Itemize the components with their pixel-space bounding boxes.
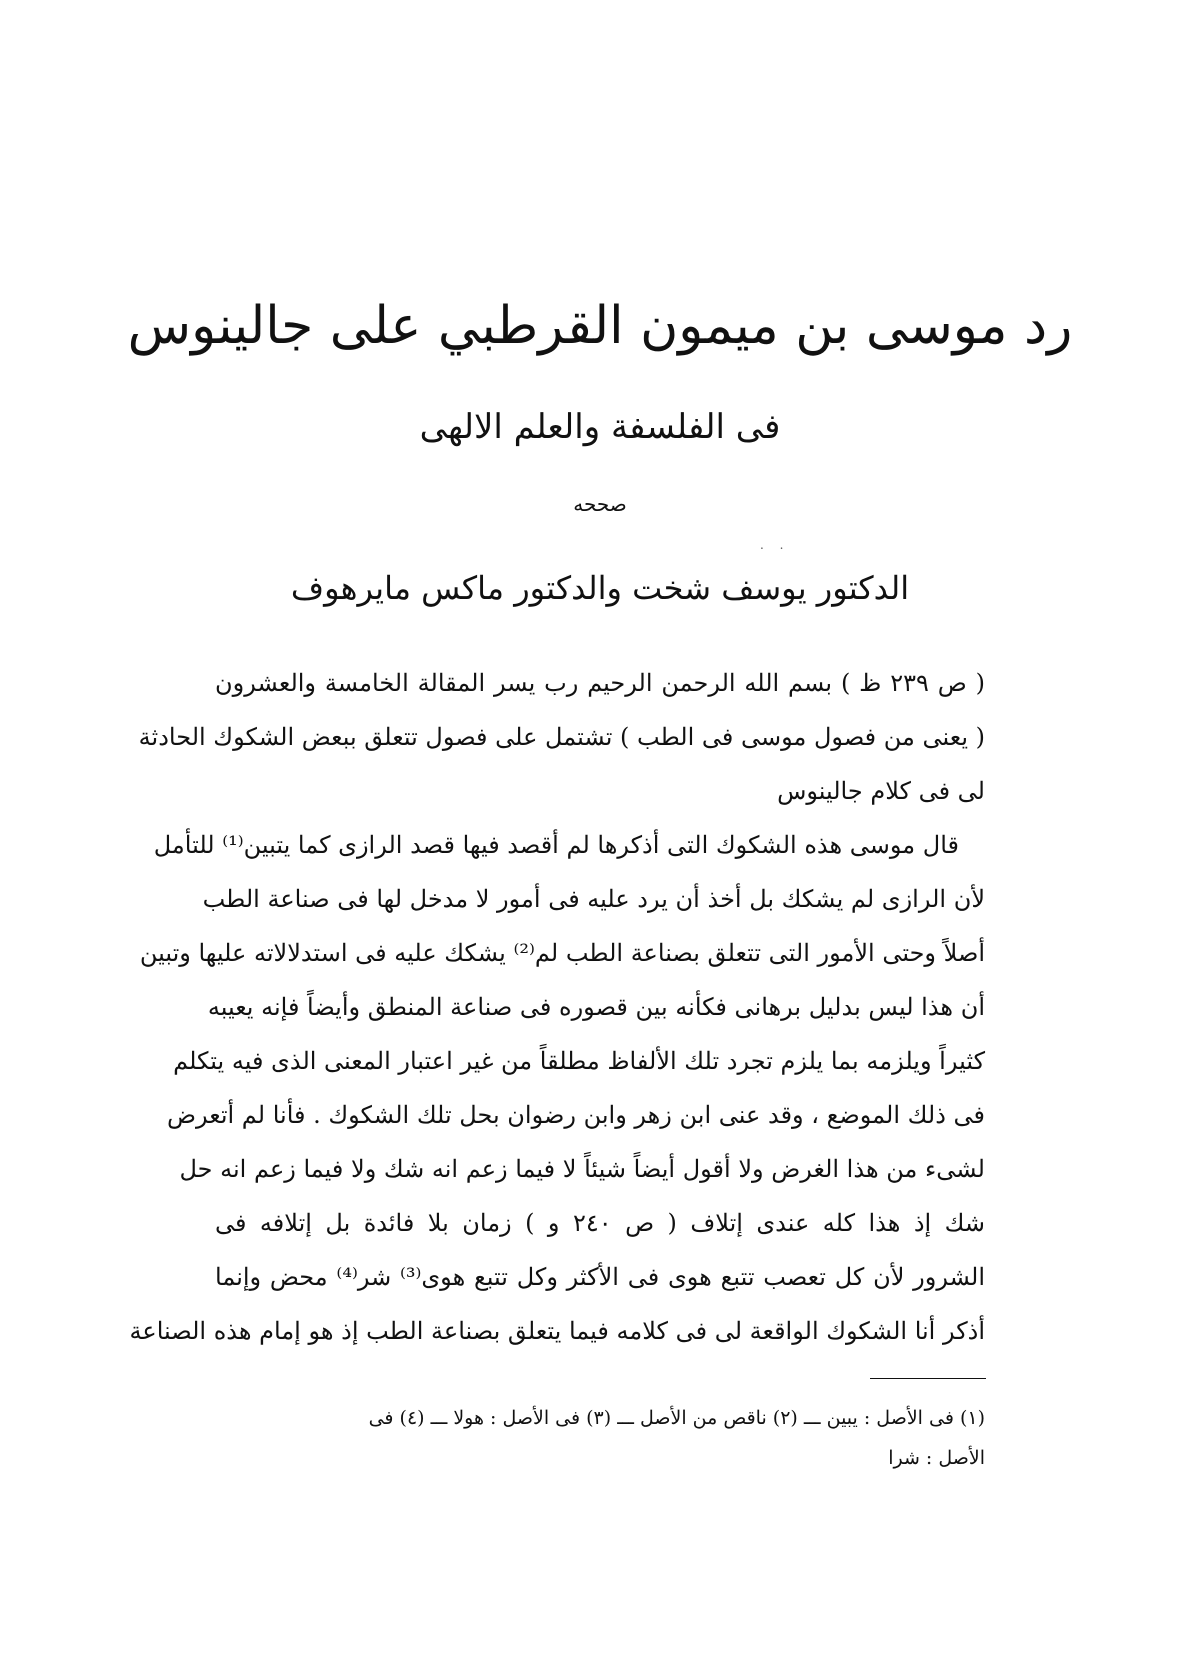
body-line: كثيراً ويلزمه بما يلزم تجرد تلك الألفاظ مطلقاً من غير اعتبار المعنى الذى فيه يتكلم [173, 1047, 985, 1075]
body-line: لى فى كلام جالينوس [777, 777, 985, 805]
page-subtitle: فى الفلسفة والعلم الالهى [419, 407, 781, 447]
body-line: قال موسى هذه الشكوك التى أذكرها لم أقصد فيها قصد الرازى كما يتبين⁽¹⁾ للتأمل [153, 831, 959, 859]
body-line: فى ذلك الموضع ، وقد عنى ابن زهر وابن رضوان بحل تلك الشكوك . فأنا لم أتعرض [166, 1101, 985, 1129]
print-specks: . . [760, 538, 790, 552]
body-text [129, 656, 985, 1358]
footnote-line: الأصل : شرا [888, 1447, 985, 1469]
body-line: لشىء من هذا الغرض ولا أقول أيضاً شيئاً لا فيما زعم انه شك ولا فيما زعم انه حل [179, 1155, 985, 1183]
page-title: رد موسى بن ميمون القرطبي على جالينوس [127, 296, 1073, 356]
body-line: الشرور لأن كل تعصب تتبع هوى فى الأكثر وكل تتبع هوى⁽³⁾ شر⁽⁴⁾ محض وإنما [215, 1263, 985, 1291]
edited-by-label: صححه [573, 492, 627, 516]
footnote-divider [870, 1378, 986, 1379]
footnote-line: (١) فى الأصل : يبين ـــ (٢) ناقص من الأصل ـــ (٣) فى الأصل : هولا ـــ (٤) فى [368, 1407, 985, 1429]
body-line: شك إذ هذا كله عندى إتلاف ( ص ٢٤٠ و ) زمان بلا فائدة بل إتلافه فى [215, 1209, 985, 1237]
editors-line: الدكتور يوسف شخت والدكتور ماكس مايرهوف [290, 569, 910, 607]
body-line: أذكر أنا الشكوك الواقعة لى فى كلامه فيما يتعلق بصناعة الطب إذ هو إمام هذه الصناعة [129, 1317, 985, 1345]
body-line: أن هذا ليس بدليل برهانى فكأنه بين قصوره فى صناعة المنطق وأيضاً فإنه يعيبه [207, 993, 985, 1021]
body-line: ( ص ٢٣٩ ظ ) بسم الله الرحمن الرحيم رب يسر المقالة الخامسة والعشرون [215, 669, 985, 697]
body-line: أصلاً وحتى الأمور التى تتعلق بصناعة الطب لم⁽²⁾ يشكك عليه فى استدلالاته عليها وتبين [139, 939, 985, 967]
footnotes [215, 1398, 985, 1478]
body-line: لأن الرازى لم يشكك بل أخذ أن يرد عليه فى أمور لا مدخل لها فى صناعة الطب [202, 885, 985, 913]
body-line: ( يعنى من فصول موسى فى الطب ) تشتمل على فصول تتعلق ببعض الشكوك الحادثة [138, 723, 985, 751]
